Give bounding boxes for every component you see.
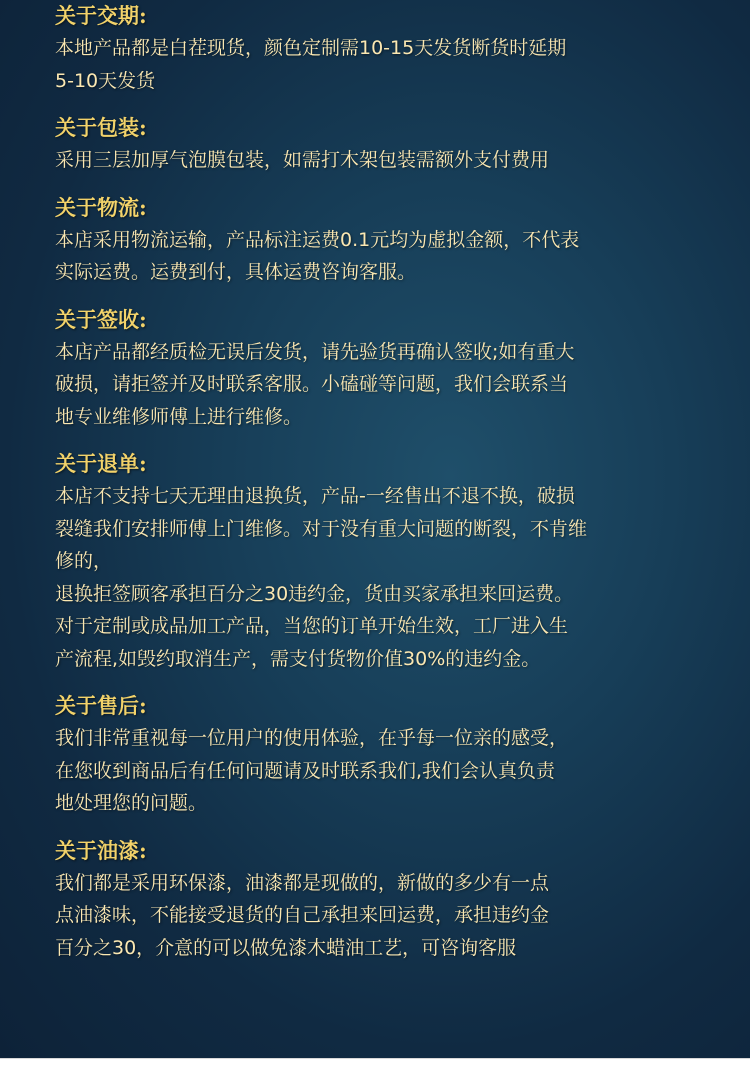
- section-text-line: 本店产品都经质检无误后发货，请先验货再确认签收;如有重大: [55, 340, 575, 363]
- section-text-line: 百分之30，介意的可以做免漆木蜡油工艺，可咨询客服: [55, 936, 517, 959]
- section-text-line: 产流程,如毁约取消生产，需支付货物价值30%的违约金。: [55, 647, 541, 670]
- section-text-line: 本店不支持七天无理由退换货，产品-一经售出不退不换，破损: [55, 485, 575, 507]
- section-text-line: 裂缝我们安排师傅上门维修。对于没有重大问题的断裂，不肯维: [55, 517, 588, 540]
- section-text-line: 地处理您的问题。: [55, 792, 208, 814]
- section-receipt: [55, 306, 725, 434]
- section-text-line: 退换拒签顾客承担百分之30违约金，货由买家承担来回运费。: [55, 582, 574, 605]
- section-refund: [55, 450, 725, 675]
- section-heading: 关于交期:: [55, 3, 147, 28]
- section-text-line: 实际运费。运费到付，具体运费咨询客服。: [55, 261, 417, 283]
- section-after-sales: [55, 692, 725, 820]
- section-text-line: 破损，请拒签并及时联系客服。小磕碰等问题，我们会联系当: [55, 373, 569, 395]
- section-logistics: [55, 194, 725, 289]
- section-text-line: 在您收到商品后有任何问题请及时联系我们,我们会认真负责: [55, 759, 556, 782]
- section-text-line: 点油漆味，不能接受退货的自己承担来回运费，承担违约金: [55, 904, 550, 926]
- bottom-divider: [0, 1058, 750, 1076]
- section-paint: [55, 837, 725, 965]
- section-heading: 关于退单:: [55, 451, 147, 476]
- section-heading: 关于油漆:: [55, 837, 147, 863]
- section-heading: 关于物流:: [55, 194, 147, 220]
- section-heading: 关于签收:: [55, 306, 147, 332]
- section-text-line: 采用三层加厚气泡膜包装，如需打木架包装需额外支付费用: [55, 149, 550, 171]
- section-text-line: 修的，: [55, 550, 113, 572]
- section-text-line: 5-10天发货: [55, 69, 156, 92]
- section-heading: 关于包装:: [55, 115, 147, 140]
- section-packaging: [55, 114, 725, 177]
- section-heading: 关于售后:: [55, 693, 147, 718]
- section-text-line: 本地产品都是白茬现货，颜色定制需10-15天发货断货时延期: [55, 37, 567, 59]
- section-text-line: 我们都是采用环保漆，油漆都是现做的，新做的多少有一点: [55, 871, 550, 894]
- section-text-line: 对于定制或成品加工产品，当您的订单开始生效，工厂进入生: [55, 615, 569, 637]
- section-text-line: 地专业维修师傅上进行维修。: [55, 405, 303, 428]
- policy-content: [55, 2, 725, 981]
- section-text-line: 本店采用物流运输，产品标注运费0.1元均为虚拟金额，不代表: [55, 228, 580, 251]
- section-text-line: 我们非常重视每一位用户的使用体验，在乎每一位亲的感受，: [55, 727, 569, 749]
- section-delivery: [55, 2, 725, 97]
